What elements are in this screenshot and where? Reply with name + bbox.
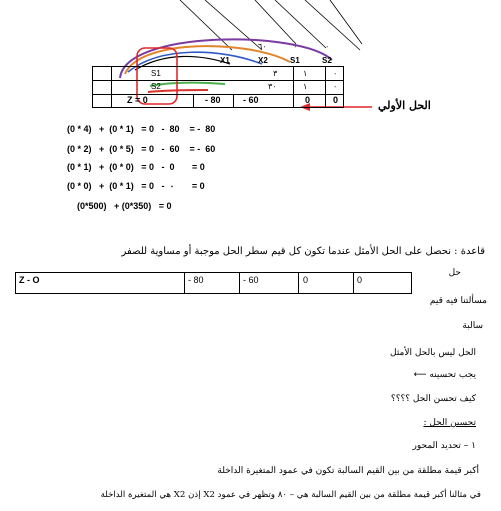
step1-text: ١ – تحديد المحور (412, 441, 476, 451)
calc-line-1: (0 * 4) + (0 * 1) = 0 - 80 = - 80 (67, 124, 216, 134)
z-row-value-3: 0 (303, 275, 309, 285)
calc-line-3: (0 * 1) + (0 * 0) = 0 - 0 = 0 (67, 162, 205, 172)
z-row-value-2: - 60 (243, 275, 259, 285)
var-label-s2: S2 (322, 56, 332, 65)
side-note-line-1: حل (448, 268, 461, 278)
basis-s1: S1 (151, 69, 161, 78)
var-label-x1: X1 (220, 56, 230, 65)
diagonal-pointer-lines (180, 0, 362, 50)
z-row-value-1: - 80 (188, 275, 204, 285)
var-label-s1: S1 (290, 56, 300, 65)
cost-label-c1: ٦٠ (258, 42, 267, 51)
cost-label-c3: ٠ (325, 42, 330, 51)
cell: ٣٠ (268, 82, 277, 91)
z-value-2: - 60 (243, 95, 259, 105)
simplex-tableau (92, 66, 344, 108)
side-note-line-3: سالبة (462, 321, 483, 331)
z-value-1: - 80 (205, 95, 221, 105)
largest-abs-text: أكبر قيمة مطلقة من بين القيم السالبة تكون في عمود المتغيرة الداخلة (217, 466, 479, 476)
not-optimal-text: الحل ليس بالحل الأمثل (390, 348, 476, 358)
basis-s2: S2 (151, 82, 161, 91)
cost-label-c2: ٠ (293, 42, 298, 51)
must-improve-line (414, 370, 476, 380)
must-improve-text: يجب تحسينه (429, 370, 476, 380)
left-arrow-icon: ⟵ (413, 370, 427, 380)
cell: ١ (303, 69, 308, 78)
z-value-3: 0 (305, 95, 311, 105)
calc-line-2: (0 * 2) + (0 * 5) = 0 - 60 = - 60 (67, 144, 216, 154)
calc-line-5: (0*500) + (0*350) = 0 (77, 201, 172, 211)
rule-text: قاعدة : نحصل على الحل الأمثل عندما تكون كل قيم سطر الحل موجبة أو مساوية للصفر (121, 246, 485, 257)
improve-heading: تحسين الحل : (423, 418, 476, 428)
var-label-x2: X2 (258, 56, 268, 65)
cell: ١ (303, 82, 308, 91)
cell: ٠ (333, 82, 338, 91)
z-row-table (15, 272, 412, 294)
cell: ٣ (273, 69, 278, 78)
z-label: Z = 0 (127, 95, 148, 105)
side-note-line-2: مسألتنا فيه قيم (429, 296, 487, 306)
how-improve-text: كيف تحسن الحل ؟؟؟؟ (390, 394, 476, 404)
z-value-4: 0 (333, 95, 339, 105)
calc-line-4: (0 * 0) + (0 * 1) = 0 - ٠ = 0 (67, 181, 205, 191)
example-text: في مثالنا أكبر قيمة مطلقة من بين القيم السالبة هي – ٨٠ وتظهر في عمود X2 إذن X2 هي المتغيرة الداخلة (100, 490, 481, 500)
z-row-value-4: 0 (357, 275, 363, 285)
initial-solution-label: الحل الأولي (378, 99, 431, 112)
z-row-label: Z - O (19, 275, 40, 285)
cell: ٠ (333, 69, 338, 78)
